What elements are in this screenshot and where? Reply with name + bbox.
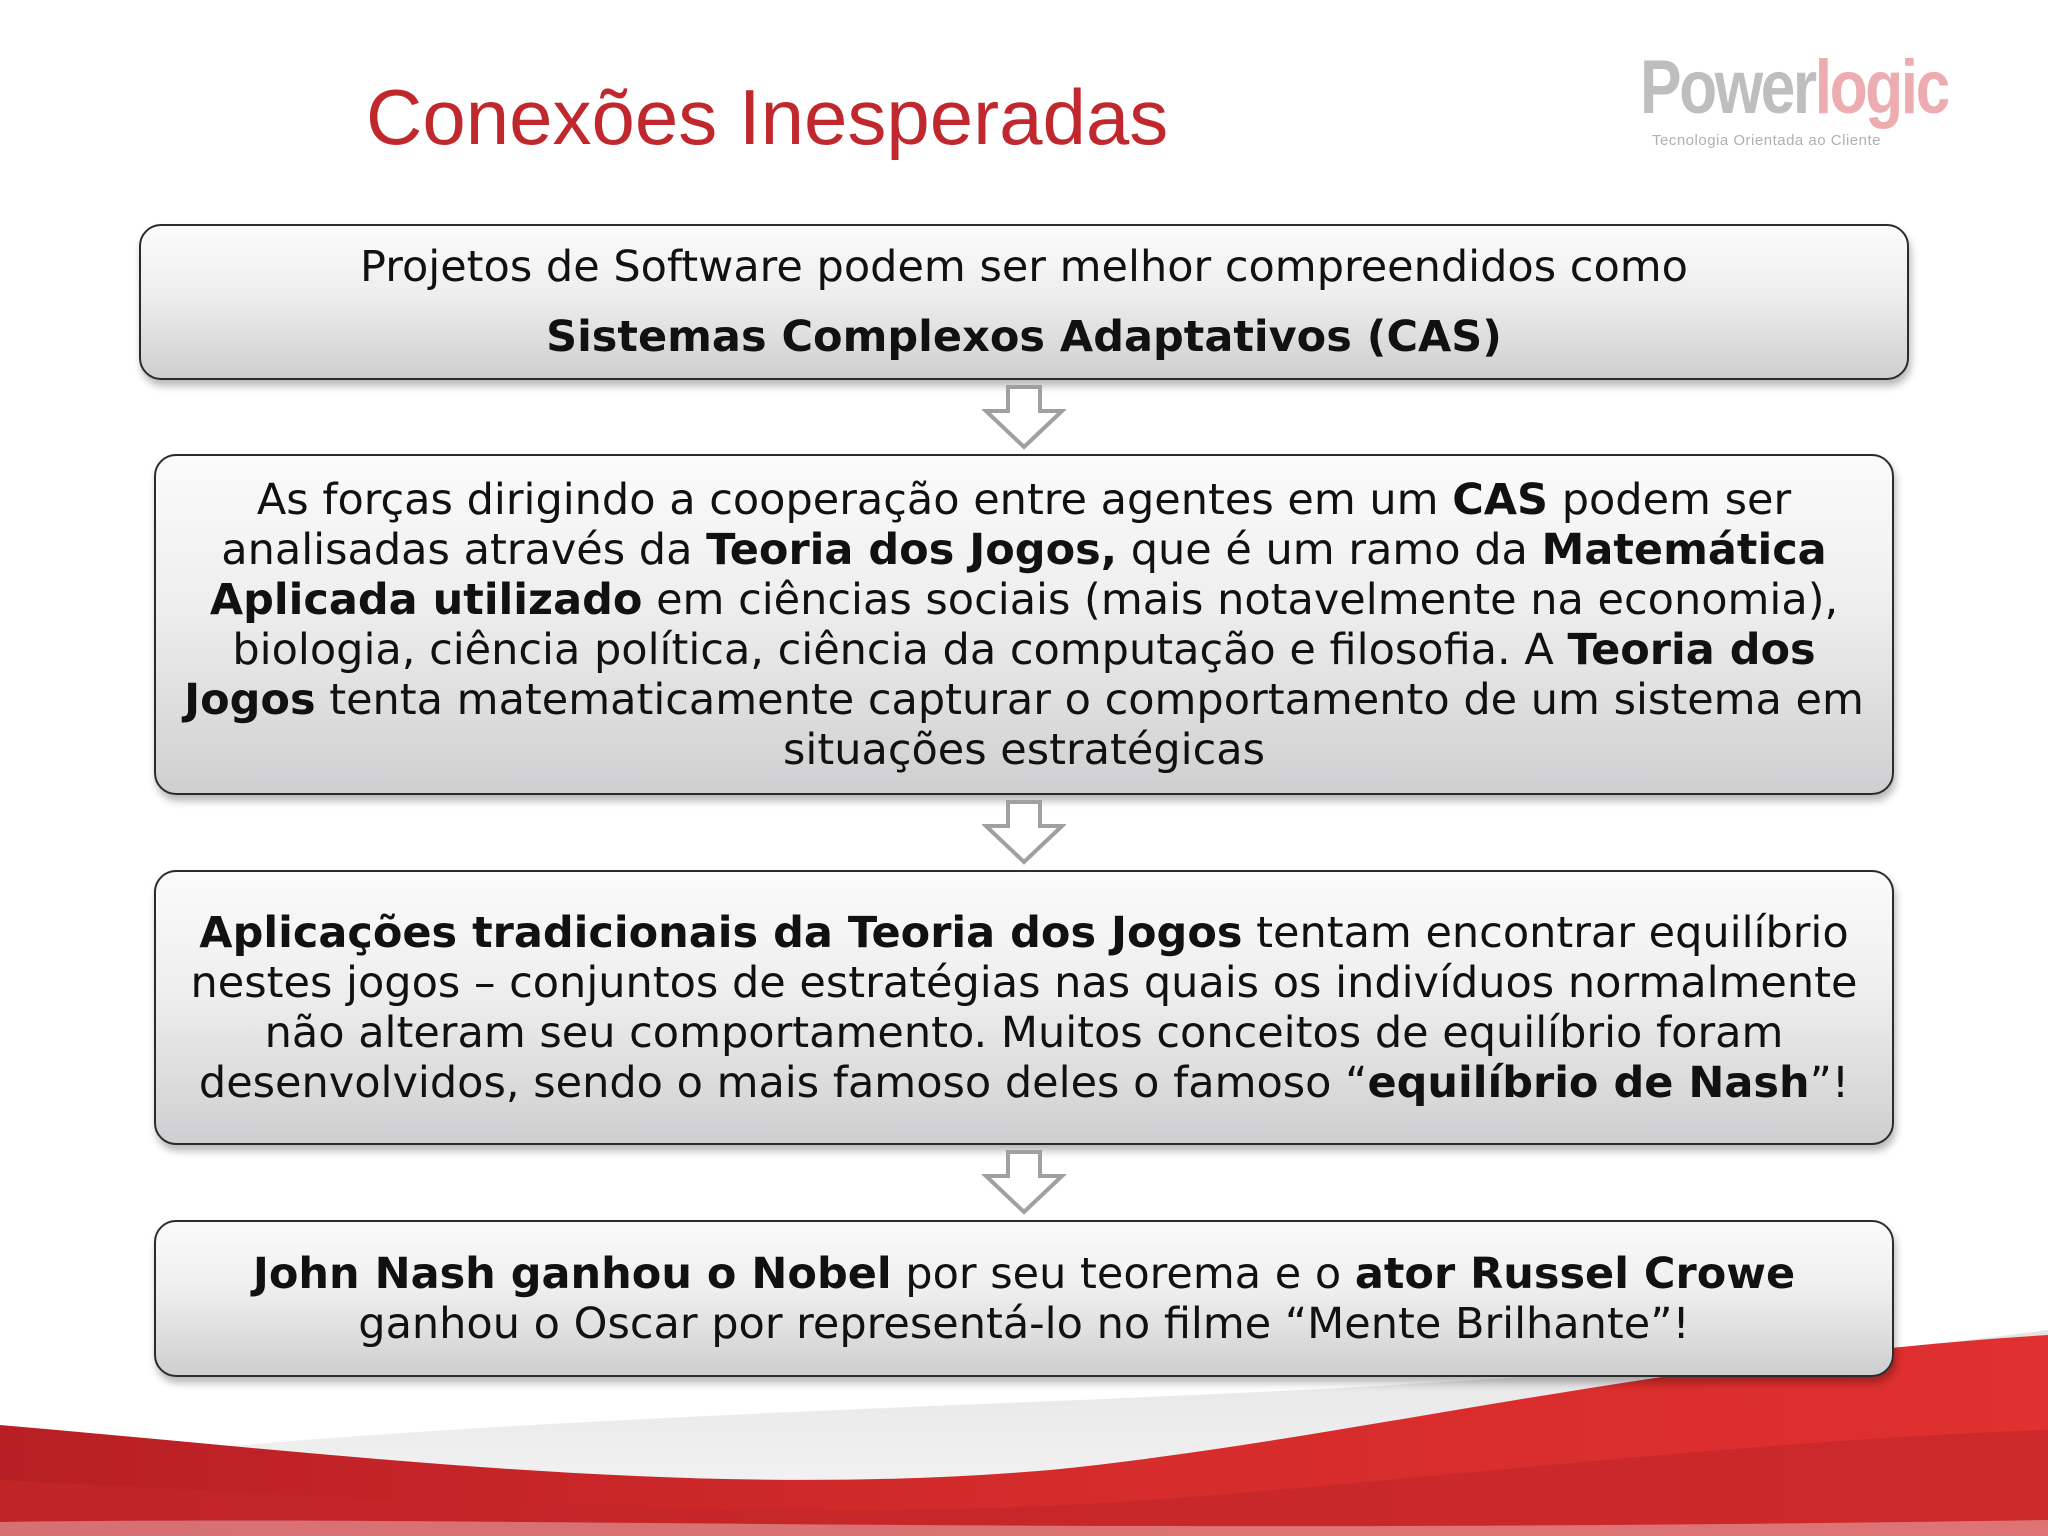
flow-box-2 (154, 454, 1894, 795)
box4-text: John Nash ganhou o Nobel por seu teorema e o ator Russel Crowe ganhou o Oscar por representá-lo no filme “Mente Brilhante”! (252, 1248, 1796, 1349)
flow-box-1 (139, 224, 1909, 380)
flow-box-3 (154, 870, 1894, 1145)
slide-title: Conexões Inesperadas (366, 73, 1169, 161)
logo-tagline: Tecnologia Orientada ao Cliente (1652, 132, 1881, 149)
logo-word-part2: logic (1814, 45, 1948, 130)
down-arrow-icon (982, 1150, 1066, 1216)
logo-word-part1: Power (1640, 45, 1815, 130)
box3-text: Aplicações tradicionais da Teoria dos Jogos tentam encontrar equilíbrio nestes jogos – conjuntos de estratégias nas quais os indivíduos normalmente não alteram seu comportamento. Muitos conceitos de equilíbrio foram desenvolvidos, sendo o mais famoso deles o famoso “equilíbrio de Nash”! (190, 907, 1858, 1108)
box1-line2: Sistemas Complexos Adaptativos (CAS) (546, 312, 1502, 362)
logo-wordmark (1640, 45, 1948, 130)
down-arrow-icon (982, 385, 1066, 451)
company-logo (1640, 45, 2010, 160)
flow-box-4 (154, 1220, 1894, 1377)
down-arrow-icon (982, 800, 1066, 866)
box1-line1: Projetos de Software podem ser melhor compreendidos como (360, 242, 1688, 292)
box2-text: As forças dirigindo a cooperação entre agentes em um CAS podem ser analisadas através da Teoria dos Jogos, que é um ramo da Matemática Aplicada utilizado em ciências sociais (mais notavelmente na economia), biologia, ciência política, ciência da computação e filosofia. A Teoria dos Jogos tenta matematicamente capturar o comportamento de um sistema em situações estratégicas (184, 474, 1864, 775)
